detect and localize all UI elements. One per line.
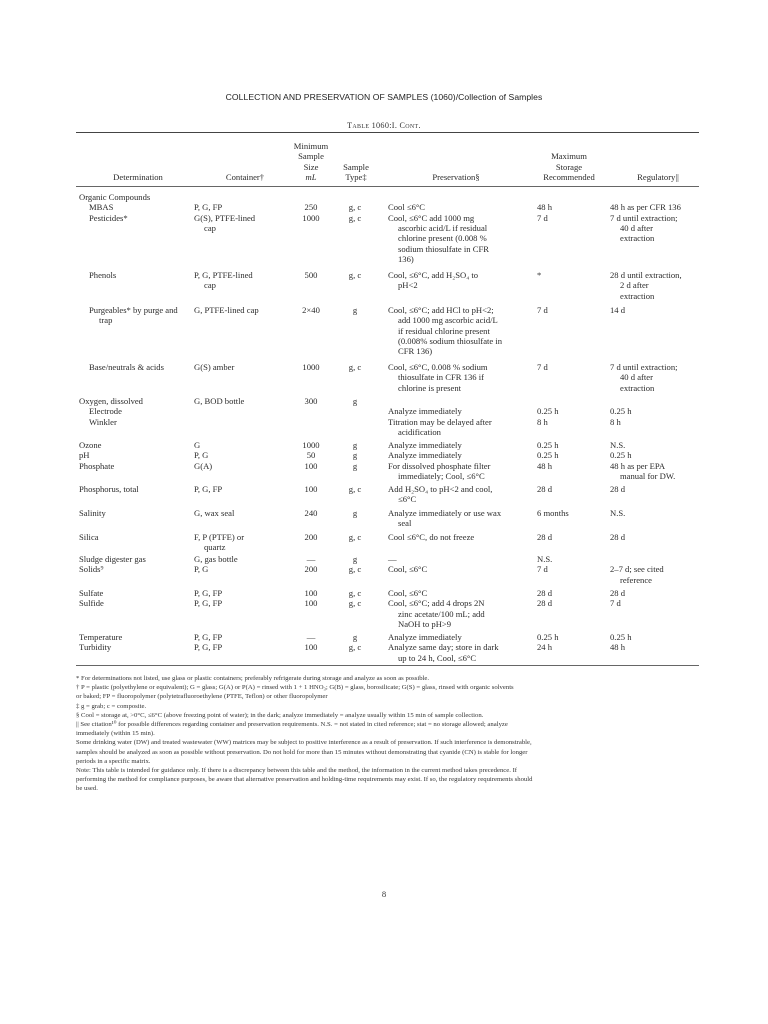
cell-container: G, wax seal (194, 508, 235, 518)
cell-preservation: Cool, ≤6°C; add HCl to pH<2; (388, 305, 494, 315)
cell-preservation: immediately; Cool, ≤6°C (398, 470, 485, 481)
cell-container: cap (204, 280, 216, 291)
cell-determination: Turbidity (79, 642, 112, 653)
footnote-line: or baked; FP = fluoropolymer (polytetrafluoroethylene (PTFE, Teflon) or other fluoropolymer (76, 693, 328, 701)
cell-preservation: Cool, ≤6°C (388, 588, 428, 598)
cell-container: P, G (194, 450, 209, 461)
footnote-line: || See citation¹⁰ for possible differences regarding container and preservation requirements. N.S. = not stated in cited reference; stat = no storage allowed; analyze (76, 721, 508, 729)
cell-preservation: chlorine is present (398, 382, 462, 393)
cell-sample-size: 300 (304, 396, 318, 406)
cell-container: G(A) (194, 460, 213, 471)
cell-preservation: pH<2 (398, 280, 418, 291)
cell-preservation: Cool, ≤6°C (388, 564, 428, 575)
cell-preservation: (0.008% sodium thiosulfate in (398, 335, 503, 346)
footnote-line: † P = plastic (polyethylene or equivalent); G = glass; G(A) or P(A) = rinsed with 1 + 1 HNO₃; G(B) = glass, borosilicate; G(S) = glass, rinsed with organic solvents (76, 684, 514, 692)
cell-sample-size: 100 (304, 642, 318, 653)
cell-sample-type: g, c (348, 202, 362, 213)
cell-storage: 7 d (537, 362, 548, 372)
cell-sample-type: g (352, 632, 358, 642)
cell-preservation: seal (398, 518, 412, 529)
cell-preservation: Analyze immediately or use wax (388, 508, 502, 518)
cell-preservation: up to 24 h, Cool, ≤6°C (398, 652, 477, 663)
cell-container: P, G, FP (194, 484, 223, 494)
cell-preservation: sodium thiosulfate in CFR (398, 243, 489, 254)
cell-preservation: Analyze same day; store in dark (388, 642, 499, 653)
cell-storage: 0.25 h (537, 440, 559, 450)
cell-preservation: NaOH to pH>9 (398, 618, 452, 629)
cell-storage: 0.25 h (537, 632, 559, 642)
cell-sample-size: 100 (304, 588, 318, 598)
header-storage: Recommended (543, 172, 595, 182)
header-size: Size (303, 161, 319, 172)
cell-determination: Base/neutrals & acids (89, 362, 164, 372)
cell-preservation: chlorine present (0.008 % (398, 233, 487, 244)
cell-determination: Salinity (79, 508, 106, 518)
cell-sample-size: 1000 (302, 362, 320, 372)
running-head: COLLECTION AND PRESERVATION OF SAMPLES (1060)/Collection of Samples (225, 92, 543, 102)
cell-preservation: CFR 136) (398, 346, 433, 357)
table-caption: Table 1060:I. Cont. (347, 121, 421, 130)
cell-sample-type: g, c (348, 212, 362, 223)
cell-regulatory: 48 h (610, 642, 626, 653)
cell-regulatory: 28 d (610, 484, 626, 494)
footnote-line: immediately (within 15 min). (76, 730, 155, 738)
cell-sample-size: 1000 (302, 212, 320, 223)
cell-regulatory: 8 h (610, 416, 621, 427)
cell-container: P, G, PTFE-lined (194, 270, 253, 280)
cell-determination: Pesticides* (89, 212, 128, 223)
cell-sample-type: g, c (348, 588, 362, 598)
cell-sample-type: g, c (348, 484, 362, 494)
cell-storage: 7 d (537, 305, 548, 315)
cell-storage: 7 d (537, 564, 548, 575)
cell-preservation: Cool, ≤6°C; add 4 drops 2N (388, 598, 485, 609)
cell-sample-size: 1000 (302, 440, 320, 450)
cell-determination: Temperature (79, 632, 123, 642)
cell-regulatory: 40 d after (620, 222, 653, 233)
cell-sample-type: g, c (348, 532, 362, 542)
cell-regulatory: N.S. (610, 440, 626, 450)
cell-storage: N.S. (537, 554, 553, 564)
cell-container: quartz (204, 542, 226, 553)
cell-regulatory: manual for DW. (620, 470, 676, 481)
cell-regulatory: extraction (620, 290, 655, 301)
cell-sample-size: 500 (304, 270, 318, 280)
cell-regulatory: reference (620, 574, 652, 585)
cell-regulatory: 48 h as per EPA (610, 460, 666, 471)
cell-determination: Sludge digester gas (79, 554, 146, 564)
cell-preservation: thiosulfate in CFR 136 if (398, 372, 484, 383)
cell-sample-size: — (306, 554, 316, 564)
cell-storage: 0.25 h (537, 406, 559, 417)
footnote-line: § Cool = storage at, >0°C, ≤6°C (above freezing point of water); in the dark; analyze immediately = analyze usually within 15 min of sample collection. (76, 711, 484, 719)
cell-preservation: Cool ≤6°C (388, 202, 426, 213)
cell-storage: 28 d (537, 588, 553, 598)
cell-sample-size: 240 (304, 508, 318, 518)
cell-regulatory: extraction (620, 233, 655, 244)
cell-container: P, G, FP (194, 642, 223, 653)
cell-sample-type: g (352, 305, 358, 315)
cell-sample-type: g (352, 554, 358, 564)
cell-storage: 28 d (537, 532, 553, 542)
cell-sample-size: — (306, 632, 316, 642)
cell-determination: Sulfate (79, 588, 104, 598)
cell-regulatory: N.S. (610, 508, 626, 518)
footnote-line: Some drinking water (DW) and treated wastewater (WW) matrices may be subject to positive interference as a result of preservation. If such interference is demonstrable, (76, 739, 532, 747)
cell-preservation: For dissolved phosphate filter (388, 460, 491, 471)
footnote-line: Note: This table is intended for guidance only. If there is a discrepancy between this table and the method, the information in the current method takes precedence. If (76, 767, 518, 775)
cell-regulatory: 0.25 h (610, 450, 632, 461)
cell-container: F, P (PTFE) or (194, 532, 245, 542)
footnote-line: be used. (76, 785, 98, 793)
cell-container: G (194, 440, 201, 450)
cell-sample-type: g, c (348, 362, 362, 372)
cell-storage: 48 h (537, 460, 553, 471)
cell-storage: 6 months (537, 508, 569, 518)
cell-storage: 48 h (537, 202, 553, 213)
cell-regulatory: 28 d (610, 532, 626, 542)
cell-determination: Sulfide (79, 598, 104, 609)
cell-determination: Silica (79, 532, 99, 542)
cell-regulatory: 0.25 h (610, 632, 632, 642)
cell-preservation: Analyze immediately (388, 632, 462, 642)
cell-determination: trap (99, 315, 113, 326)
page-number: 8 (381, 889, 387, 899)
cell-regulatory: 0.25 h (610, 406, 632, 417)
cell-storage: 24 h (537, 642, 553, 653)
header-type: Sample (343, 161, 369, 172)
cell-container: P, G (194, 564, 209, 575)
cell-preservation: if residual chlorine present (398, 325, 490, 336)
cell-container: G(S) amber (194, 362, 235, 372)
cell-determination: Purgeables* by purge and (89, 305, 178, 315)
cell-preservation: Titration may be delayed after (388, 416, 492, 427)
cell-sample-size: 250 (304, 202, 318, 213)
cell-storage: 7 d (537, 212, 548, 223)
cell-sample-size: 100 (304, 484, 318, 494)
cell-container: cap (204, 222, 216, 233)
cell-determination: MBAS (89, 202, 114, 213)
cell-preservation: zinc acetate/100 mL; add (398, 608, 485, 619)
cell-regulatory: 28 d (610, 588, 626, 598)
cell-storage: 28 d (537, 484, 553, 494)
cell-sample-size: 200 (304, 564, 318, 575)
header-container: Container† (225, 172, 265, 182)
header-size: mL (305, 172, 317, 182)
cell-determination: Winkler (89, 416, 117, 427)
cell-preservation: Cool, ≤6°C add 1000 mg (388, 212, 475, 223)
cell-preservation: acidification (398, 426, 441, 437)
cell-sample-type: g, c (348, 598, 362, 609)
cell-sample-type: g (352, 440, 358, 450)
footnote-line: ‡ g = grab; c = composite. (76, 702, 147, 710)
cell-regulatory: 7 d until extraction; (610, 362, 678, 372)
cell-determination: Ozone (79, 440, 102, 450)
cell-preservation: add 1000 mg ascorbic acid/L (398, 315, 498, 326)
cell-sample-size: 200 (304, 532, 318, 542)
cell-sample-type: g (352, 508, 358, 518)
cell-container: G, PTFE-lined cap (194, 305, 259, 315)
cell-sample-type: g (352, 450, 358, 461)
cell-regulatory: 48 h as per CFR 136 (610, 202, 681, 213)
cell-preservation: Analyze immediately (388, 440, 462, 450)
cell-regulatory: 7 d (610, 598, 621, 609)
cell-storage: * (537, 270, 542, 280)
cell-regulatory: 2–7 d; see cited (610, 564, 664, 575)
cell-sample-type: g, c (348, 642, 362, 653)
cell-regulatory: 2 d after (620, 280, 649, 291)
header-type: Type‡ (345, 172, 367, 182)
header-preservation: Preservation§ (432, 172, 480, 182)
cell-preservation: — (388, 554, 397, 564)
cell-preservation: Analyze immediately (388, 406, 462, 417)
cell-determination: Phenols (89, 270, 117, 280)
table-footnotes (76, 674, 699, 794)
cell-preservation: ascorbic acid/L if residual (398, 222, 488, 233)
cell-container: P, G, FP (194, 598, 223, 609)
footnote-line: samples should be analyzed as soon as possible without preservation. Do not hold for more than 15 minutes without demonstrating that cyanide (CN) is stable for longer (76, 748, 528, 756)
cell-container: P, G, FP (194, 588, 223, 598)
cell-regulatory: 7 d until extraction; (610, 212, 678, 223)
cell-regulatory: 14 d (610, 305, 626, 315)
cell-container: P, G, FP (194, 632, 223, 642)
cell-preservation: Add H₂SO₄ to pH<2 and cool, (388, 484, 493, 494)
header-storage: Storage (555, 161, 583, 172)
cell-sample-type: g, c (348, 270, 362, 280)
cell-sample-type: g (352, 460, 358, 471)
cell-sample-type: g (352, 396, 358, 406)
cell-preservation: Analyze immediately (388, 450, 462, 461)
cell-sample-size: 2×40 (302, 305, 320, 315)
cell-storage: 28 d (537, 598, 553, 609)
cell-preservation: Cool, ≤6°C, add H₂SO₄ to (388, 270, 479, 280)
cell-determination: Electrode (89, 406, 122, 417)
cell-sample-size: 50 (306, 450, 316, 461)
cell-regulatory: 28 d until extraction, (610, 270, 682, 280)
cell-container: G(S), PTFE-lined (194, 212, 256, 223)
header-storage: Maximum (551, 151, 587, 162)
cell-preservation: Cool ≤6°C, do not freeze (388, 532, 475, 542)
header-size: Sample (298, 151, 324, 162)
cell-container: P, G, FP (194, 202, 223, 213)
cell-regulatory: extraction (620, 382, 655, 393)
cell-regulatory: 40 d after (620, 372, 653, 383)
cell-storage: 8 h (537, 416, 548, 427)
cell-container: G, gas bottle (194, 554, 238, 564)
header-regulatory: Regulatory|| (637, 172, 679, 182)
cell-determination: Solids⁹ (79, 564, 104, 575)
cell-sample-size: 100 (304, 598, 318, 609)
cell-container: G, BOD bottle (194, 396, 245, 406)
footnote-line: * For determinations not listed, use glass or plastic containers; preferably refrigerate during storage and analyze as soon as possible. (76, 675, 430, 682)
cell-sample-size: 100 (304, 460, 318, 471)
footnote-line: performing the method for compliance purposes, be aware that alternative preservation and holding-time requirements may exist. If so, the regulatory requirements should (76, 776, 533, 784)
cell-determination: Phosphorus, total (79, 484, 139, 494)
cell-determination: Phosphate (79, 460, 115, 471)
cell-preservation: Cool, ≤6°C, 0.008 % sodium (388, 362, 488, 372)
header-size: Minimum (293, 141, 329, 152)
cell-determination: Oxygen, dissolved (79, 396, 143, 406)
cell-sample-type: g, c (348, 564, 362, 575)
cell-storage: 0.25 h (537, 450, 559, 461)
cell-determination: Organic Compounds (79, 192, 151, 202)
cell-determination: pH (79, 450, 90, 461)
header-determination: Determination (113, 172, 163, 182)
cell-preservation: 136) (398, 253, 414, 264)
footnote-line: periods in a specific matrix. (76, 757, 151, 765)
cell-preservation: ≤6°C (398, 494, 417, 505)
